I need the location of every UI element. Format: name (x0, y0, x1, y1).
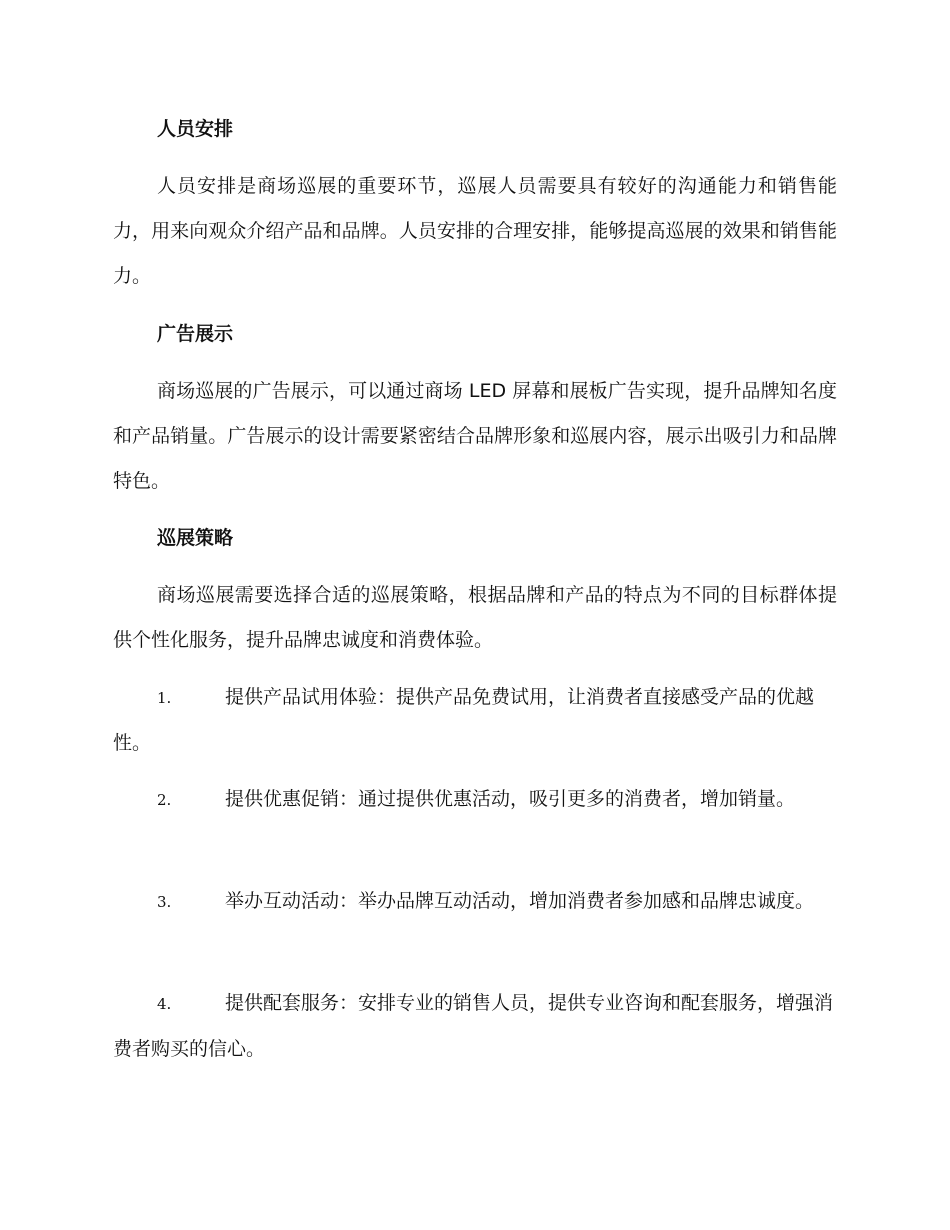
list-item (113, 981, 837, 1072)
section-paragraph: 人员安排是商场巡展的重要环节，巡展人员需要具有较好的沟通能力和销售能力，用来向观众介绍产品和品牌。人员安排的合理安排，能够提高巡展的效果和销售能力。 (113, 175, 837, 287)
section-paragraph: 商场巡展需要选择合适的巡展策略，根据品牌和产品的特点为不同的目标群体提供个性化服务，提升品牌忠诚度和消费体验。 (113, 584, 837, 651)
list-item-text: 提供配套服务：安排专业的销售人员，提供专业咨询和配套服务，增强消费者购买的信心。 (113, 992, 834, 1060)
list-item-number: 3. (157, 893, 172, 911)
list-item (113, 879, 837, 925)
section-heading: 巡展策略 (157, 527, 234, 549)
section-heading: 人员安排 (157, 118, 234, 140)
list-item-number: 4. (157, 995, 172, 1013)
list-item-text: 举办互动活动：举办品牌互动活动，增加消费者参加感和品牌忠诚度。 (225, 890, 815, 912)
list-item-text: 提供优惠促销：通过提供优惠活动，吸引更多的消费者，增加销量。 (225, 788, 796, 810)
list-item (113, 675, 837, 766)
list-item-number: 2. (157, 791, 172, 809)
list-item-text: 提供产品试用体验：提供产品免费试用，让消费者直接感受产品的优越性。 (113, 686, 815, 754)
list-item-number: 1. (157, 689, 172, 707)
section-heading: 广告展示 (157, 323, 234, 345)
section-paragraph: 商场巡展的广告展示，可以通过商场 LED 屏幕和展板广告实现，提升品牌知名度和产品销量。广告展示的设计需要紧密结合品牌形象和巡展内容，展示出吸引力和品牌特色。 (113, 380, 837, 492)
list-item (113, 777, 837, 823)
